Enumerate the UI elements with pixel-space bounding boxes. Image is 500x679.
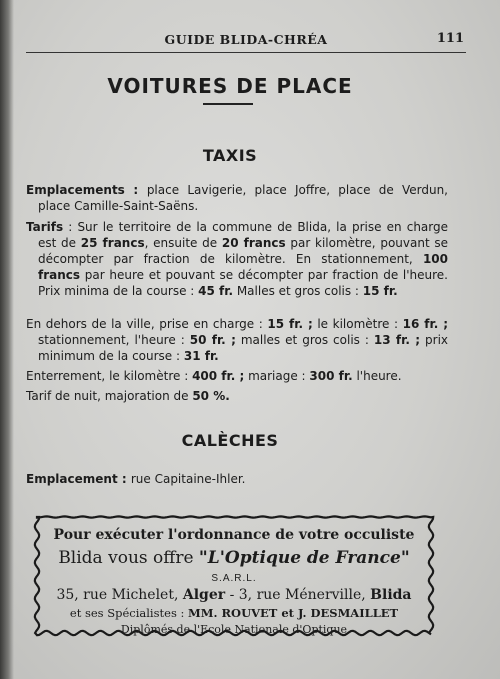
hors-ville-text-5: prix minimum de la course : xyxy=(38,333,449,363)
hors-ville-text-1: En dehors de la ville, prise en charge : xyxy=(26,317,268,331)
ad-specialistes-text: et ses Spécialistes : xyxy=(69,606,189,620)
section-heading-taxis: TAXIS xyxy=(202,146,258,165)
emplacements-separator: : xyxy=(124,183,147,197)
taxi-nuit-paragraph xyxy=(26,388,436,404)
taxi-tarifs-paragraph xyxy=(26,219,448,299)
caleches-emplacement-paragraph xyxy=(26,471,436,487)
enterrement-value-1: 400 fr. ; xyxy=(192,369,245,383)
ad-brand-name: "L'Optique de France" xyxy=(198,548,410,568)
nuit-value: 50 %. xyxy=(192,389,230,403)
section-heading-caleches: CALÈCHES xyxy=(181,431,279,450)
ad-address-2: - 3, rue Ménerville, xyxy=(225,587,371,603)
tarifs-text-3: par kilomètre, pouvant se décompter par fraction de kilomètre. En stationnement, xyxy=(38,236,449,266)
tarifs-value-5: 15 fr. xyxy=(362,284,398,298)
enterrement-text-2: mariage : xyxy=(244,369,310,383)
page-title: VOITURES DE PLACE xyxy=(107,74,353,98)
enterrement-text-1: Enterrement, le kilomètre : xyxy=(26,369,193,383)
ad-line-sarl: S.A.R.L. xyxy=(211,573,257,584)
hors-ville-text-4: malles et gros colis : xyxy=(235,333,374,347)
enterrement-text-3: l'heure. xyxy=(352,369,402,383)
hors-ville-value-4: 13 fr. ; xyxy=(373,333,421,347)
ad-specialistes-names: MM. ROUVET et J. DESMAILLET xyxy=(188,606,399,620)
ad-city-alger: Alger xyxy=(182,587,226,603)
taxi-enterrement-paragraph xyxy=(26,368,436,384)
enterrement-value-2: 300 fr. xyxy=(309,369,353,383)
hors-ville-value-5: 31 fr. xyxy=(183,349,219,363)
nuit-text: Tarif de nuit, majoration de xyxy=(26,389,193,403)
tarifs-value-2: 20 francs xyxy=(221,236,286,250)
tarifs-text-1: : Sur le territoire de la commune de Blida, la prise en charge est de xyxy=(38,220,448,250)
book-spine-shadow xyxy=(0,0,14,679)
tarifs-text-5: Malles et gros colis : xyxy=(233,284,363,298)
page-number: 111 xyxy=(436,31,464,46)
tarifs-value-4: 45 fr. xyxy=(198,284,234,298)
caleches-separator: : xyxy=(117,472,131,486)
caleches-text: rue Capitaine-Ihler. xyxy=(130,472,246,486)
taxi-emplacements-paragraph xyxy=(26,182,448,214)
ad-line-offre xyxy=(33,548,435,568)
caleches-label: Emplacement xyxy=(26,472,118,486)
hors-ville-text-2: le kilomètre : xyxy=(312,317,403,331)
running-header xyxy=(26,30,466,53)
hors-ville-value-1: 15 fr. ; xyxy=(267,317,313,331)
taxi-hors-ville-paragraph xyxy=(26,316,448,364)
ad-line-ordonnance: Pour exécuter l'ordonnance de votre occuliste xyxy=(53,527,415,543)
hors-ville-text-3: stationnement, l'heure : xyxy=(38,333,190,347)
ad-address-1: 35, rue Michelet, xyxy=(56,587,183,603)
ad-line-diplomes: Diplômés de l'Ecole Nationale d'Optique xyxy=(120,623,348,636)
tarifs-text-4: par heure et pouvant se décompter par fraction de l'heure. Prix minima de la course : xyxy=(38,268,448,298)
ad-city-blida: Blida xyxy=(370,587,412,603)
running-title: GUIDE BLIDA-CHRÉA xyxy=(164,32,328,47)
tarifs-text-2: , ensuite de xyxy=(144,236,222,250)
ad-line-specialistes xyxy=(33,606,435,620)
emplacements-label: Emplacements xyxy=(26,183,125,197)
hors-ville-value-3: 50 fr. ; xyxy=(189,333,236,347)
ad-offre-text: Blida vous offre xyxy=(58,548,199,568)
tarifs-value-1: 25 francs xyxy=(80,236,145,250)
emplacements-text: place Lavigerie, place Joffre, place de Verdun, place Camille-Saint-Saëns. xyxy=(38,183,448,213)
tarifs-label: Tarifs xyxy=(26,220,64,234)
tarifs-value-3: 100 francs xyxy=(38,252,448,282)
title-underline xyxy=(203,103,253,105)
ad-line-addresses xyxy=(33,587,435,603)
optique-advertisement xyxy=(33,513,435,637)
hors-ville-value-2: 16 fr. ; xyxy=(402,317,448,331)
